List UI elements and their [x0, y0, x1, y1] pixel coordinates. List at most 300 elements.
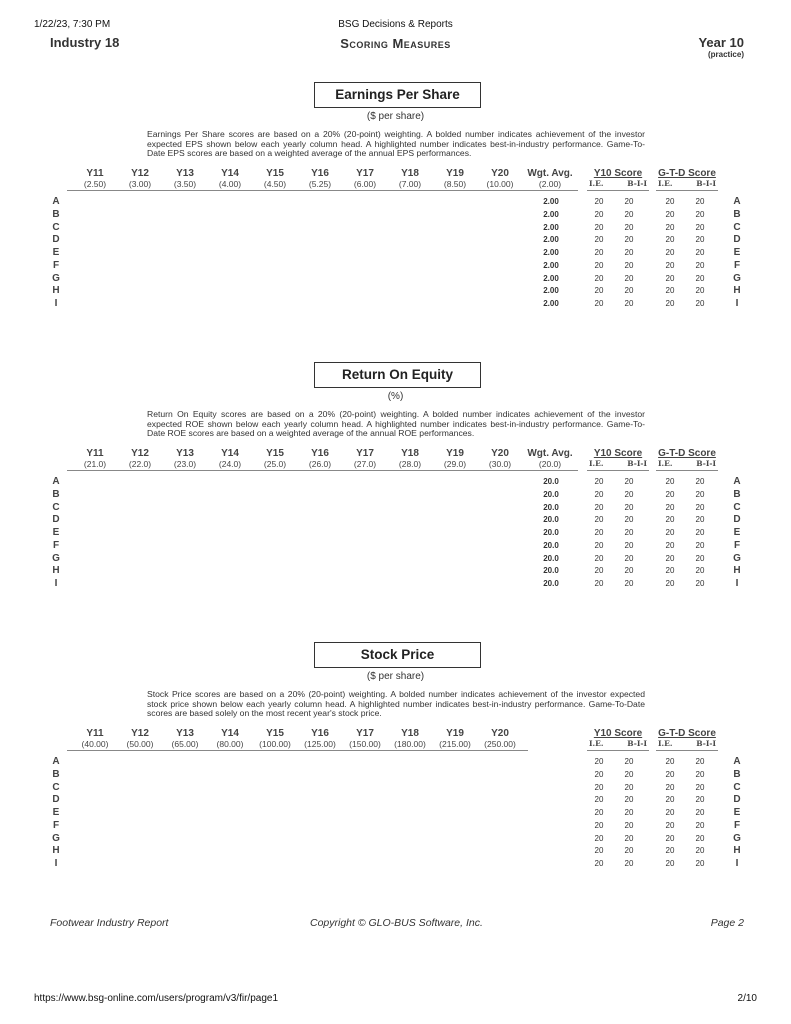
year-column-header	[472, 168, 528, 191]
year-label: Y17	[356, 728, 374, 739]
year-target: (40.00)	[67, 739, 123, 751]
company-letter: I	[735, 578, 739, 589]
score-cell: 20	[695, 769, 705, 779]
score-header-label: Y10 Score	[593, 448, 643, 459]
score-cell: 20	[665, 299, 675, 308]
year-target: (20.0)	[522, 459, 578, 471]
score-cell: 20	[594, 502, 604, 512]
year-target: (30.0)	[472, 459, 528, 471]
year-label: Y14	[221, 728, 239, 739]
score-cell: 20	[594, 859, 604, 868]
section-title: Stock Price	[314, 642, 481, 668]
company-letter: D	[733, 794, 741, 806]
year-label: Y19	[446, 168, 464, 179]
score-cell: 20	[665, 477, 675, 486]
year-label: Y17	[356, 448, 374, 459]
y10-score-header	[587, 728, 649, 751]
year-target: (150.00)	[337, 739, 393, 751]
score-cell: 20	[624, 540, 634, 550]
print-page-count: 2/10	[737, 993, 757, 1004]
score-cell: 20	[665, 757, 675, 766]
year-label: Y12	[131, 168, 149, 179]
score-cell: 20	[594, 260, 604, 270]
company-letters-left	[50, 196, 62, 311]
footer-report-name: Footwear Industry Report	[50, 917, 169, 929]
ie-label: I.E.	[658, 179, 673, 188]
company-letters-right	[731, 476, 743, 591]
score-cell: 2.00	[543, 299, 559, 308]
year-label	[698, 35, 744, 59]
company-letter: H	[52, 565, 60, 577]
score-cell: 20	[695, 235, 705, 245]
score-cell: 20	[695, 515, 705, 525]
section-title: Earnings Per Share	[314, 82, 481, 108]
company-letter: A	[733, 476, 741, 487]
year-target: (250.00)	[472, 739, 528, 751]
score-cell: 20.0	[543, 515, 559, 525]
score-header-label: G-T-D Score	[658, 728, 716, 739]
year-label: Y20	[491, 728, 509, 739]
year-column-header	[522, 168, 578, 191]
score-cell: 20	[624, 299, 634, 308]
scoring-section	[0, 362, 791, 602]
company-letters-right	[731, 196, 743, 311]
year-target: (23.0)	[157, 459, 213, 471]
score-cell: 20	[695, 808, 705, 817]
score-cell: 20	[695, 286, 705, 296]
company-letter: F	[52, 259, 60, 271]
score-header-label: Y10 Score	[593, 168, 643, 179]
ie-label: I.E.	[658, 739, 673, 748]
year-column-header	[472, 728, 528, 751]
score-cell: 20	[695, 757, 705, 766]
section-unit: (%)	[387, 391, 404, 402]
company-letter: I	[735, 298, 739, 309]
year-label: Y13	[176, 448, 194, 459]
score-cell: 20	[594, 820, 604, 830]
company-letter: C	[52, 221, 60, 233]
score-cell: 20	[594, 579, 604, 588]
year-note: (practice)	[707, 50, 744, 59]
score-cell: 20	[695, 782, 705, 792]
company-letter: F	[733, 259, 741, 271]
score-cell: 20	[624, 286, 634, 296]
score-cell: 20	[624, 197, 634, 206]
score-cell: 20	[665, 553, 675, 563]
print-datetime: 1/22/23, 7:30 PM	[34, 19, 111, 30]
section-unit: ($ per share)	[366, 111, 425, 122]
score-cell: 20	[594, 833, 604, 843]
company-letter: F	[733, 539, 741, 551]
y10-score-header	[587, 168, 649, 191]
score-cell: 20	[665, 248, 675, 257]
company-letter: A	[733, 196, 741, 207]
score-cell: 20	[624, 553, 634, 563]
score-cell: 20	[624, 235, 634, 245]
year-label: Y11	[86, 448, 104, 459]
company-letter: H	[52, 845, 60, 857]
score-cell: 20.0	[543, 477, 559, 486]
year-target: (26.0)	[292, 459, 348, 471]
year-target: (100.00)	[247, 739, 303, 751]
company-letter: C	[52, 781, 60, 793]
company-letter: G	[52, 832, 60, 844]
company-letter: E	[52, 807, 60, 818]
section-description: Earnings Per Share scores are based on a 20% (20-point) weighting. A bolded number indicates achievement of the investor expected EPS shown below each yearly column head. A highlighted number indicates best-in-industry performance. Game-To-Date EPS scores are based on a weighted average of the annual EPS performances.	[147, 129, 645, 159]
company-letter: E	[52, 247, 60, 258]
year-column-header	[522, 448, 578, 471]
company-letter: G	[733, 272, 741, 284]
score-cell: 20	[665, 769, 675, 779]
score-cell: 20	[594, 846, 604, 856]
score-cell: 20	[665, 502, 675, 512]
score-cell: 20	[594, 528, 604, 537]
score-cell: 20	[665, 579, 675, 588]
footer-copyright: Copyright © GLO-BUS Software, Inc.	[310, 917, 483, 929]
year-target: (8.50)	[427, 179, 483, 191]
company-letter: I	[54, 578, 58, 589]
score-subheaders	[587, 739, 649, 751]
score-cell: 20	[695, 260, 705, 270]
bii-label: B-I-I	[627, 739, 647, 748]
score-cell: 20	[624, 209, 634, 219]
score-cell: 20	[665, 833, 675, 843]
company-letter: A	[52, 476, 60, 487]
score-cell: 20	[695, 846, 705, 856]
score-cell: 20	[695, 833, 705, 843]
year-target: (80.00)	[202, 739, 258, 751]
year-label: Y15	[266, 448, 284, 459]
gtd-ie-column	[655, 476, 685, 591]
company-letter: G	[733, 832, 741, 844]
score-cell: 20	[624, 808, 634, 817]
score-cell: 20	[594, 808, 604, 817]
score-cell: 20	[624, 579, 634, 588]
year-target: (27.0)	[337, 459, 393, 471]
score-cell: 20	[624, 846, 634, 856]
year-target: (6.00)	[337, 179, 393, 191]
score-cell: 2.00	[543, 235, 559, 245]
score-cell: 20	[695, 248, 705, 257]
score-cell: 20	[594, 489, 604, 499]
year-target: (22.0)	[112, 459, 168, 471]
score-subheaders	[656, 739, 718, 751]
y10-bii-column	[614, 196, 644, 311]
score-subheaders	[587, 459, 649, 471]
year-label: Y18	[401, 728, 419, 739]
score-cell: 20	[695, 273, 705, 283]
year-target: (10.00)	[472, 179, 528, 191]
year-label: Y20	[491, 168, 509, 179]
company-letter: B	[733, 768, 741, 780]
score-cell: 20	[665, 528, 675, 537]
score-cell: 20	[594, 197, 604, 206]
score-cell: 20	[624, 757, 634, 766]
year-label: Y12	[131, 728, 149, 739]
score-cell: 20	[665, 515, 675, 525]
score-cell: 20	[624, 782, 634, 792]
score-cell: 20	[695, 540, 705, 550]
gtd-score-header	[656, 168, 718, 191]
company-letters-right	[731, 756, 743, 871]
score-cell: 20	[695, 489, 705, 499]
score-cell: 20	[695, 209, 705, 219]
score-cell: 20	[695, 859, 705, 868]
score-cell: 20	[665, 782, 675, 792]
score-cell: 20	[624, 502, 634, 512]
company-letter: C	[733, 221, 741, 233]
print-tab-title: BSG Decisions & Reports	[338, 19, 453, 30]
company-letter: E	[733, 247, 741, 258]
company-letter: F	[52, 539, 60, 551]
year-label: Y12	[131, 448, 149, 459]
score-cell: 20	[624, 795, 634, 805]
company-letters-left	[50, 476, 62, 591]
year-value: Year 10	[698, 35, 744, 50]
score-cell: 20	[594, 235, 604, 245]
score-cell: 20	[594, 477, 604, 486]
year-label: Wgt. Avg.	[527, 168, 573, 179]
print-url: https://www.bsg-online.com/users/program/v3/fir/page1	[34, 993, 278, 1004]
score-cell: 2.00	[543, 260, 559, 270]
score-cell: 20	[594, 553, 604, 563]
company-letters-left	[50, 756, 62, 871]
company-letter: E	[52, 527, 60, 538]
year-target: (3.00)	[112, 179, 168, 191]
score-cell: 20.0	[543, 566, 559, 576]
gtd-ie-column	[655, 196, 685, 311]
year-target: (24.0)	[202, 459, 258, 471]
company-letter: C	[733, 781, 741, 793]
score-cell: 20	[624, 859, 634, 868]
score-cell: 20	[665, 235, 675, 245]
company-letter: E	[733, 807, 741, 818]
company-letter: D	[733, 234, 741, 246]
year-target: (3.50)	[157, 179, 213, 191]
bii-label: B-I-I	[696, 739, 716, 748]
y10-bii-column	[614, 756, 644, 871]
score-cell: 20	[624, 489, 634, 499]
score-cell: 20	[665, 566, 675, 576]
company-letter: A	[52, 756, 60, 767]
gtd-bii-column	[685, 196, 715, 311]
company-letter: F	[733, 819, 741, 831]
weighted-average-column	[536, 476, 566, 591]
year-target: (215.00)	[427, 739, 483, 751]
section-unit: ($ per share)	[366, 671, 425, 682]
year-target: (5.25)	[292, 179, 348, 191]
score-cell: 2.00	[543, 197, 559, 206]
score-cell: 20	[624, 260, 634, 270]
year-label: Y18	[401, 448, 419, 459]
company-letter: B	[733, 208, 741, 220]
year-target: (4.50)	[247, 179, 303, 191]
score-cell: 20	[665, 846, 675, 856]
year-target: (29.0)	[427, 459, 483, 471]
company-letter: I	[54, 298, 58, 309]
score-cell: 20	[695, 795, 705, 805]
company-letter: E	[733, 527, 741, 538]
score-cell: 20	[665, 209, 675, 219]
score-cell: 20	[695, 502, 705, 512]
score-cell: 20	[665, 286, 675, 296]
section-description: Stock Price scores are based on a 20% (20-point) weighting. A bolded number indicates achievement of the investor expected stock price shown below each yearly column head. A highlighted number indicates best-in-industry performance. Game-To-Date scores are based solely on the most recent year's stock price.	[147, 689, 645, 719]
score-header-label: Y10 Score	[593, 728, 643, 739]
company-letter: D	[52, 514, 60, 526]
score-cell: 20	[665, 795, 675, 805]
score-cell: 20.0	[543, 489, 559, 499]
industry-label: Industry 18	[50, 35, 120, 50]
year-target: (180.00)	[382, 739, 438, 751]
company-letter: B	[52, 768, 60, 780]
y10-score-header	[587, 448, 649, 471]
score-cell: 20	[594, 222, 604, 232]
bii-label: B-I-I	[627, 179, 647, 188]
company-letter: C	[52, 501, 60, 513]
year-target: (50.00)	[112, 739, 168, 751]
score-cell: 20	[624, 833, 634, 843]
company-letter: D	[52, 794, 60, 806]
footer-page-number: Page 2	[710, 917, 744, 929]
company-letter: G	[52, 272, 60, 284]
gtd-score-header	[656, 728, 718, 751]
score-cell: 20	[695, 197, 705, 206]
score-cell: 20	[695, 477, 705, 486]
year-label: Y13	[176, 168, 194, 179]
ie-label: I.E.	[658, 459, 673, 468]
score-cell: 20	[594, 795, 604, 805]
score-cell: 20	[624, 477, 634, 486]
score-cell: 20.0	[543, 502, 559, 512]
score-cell: 20.0	[543, 528, 559, 537]
year-target: (28.0)	[382, 459, 438, 471]
year-label: Y11	[86, 168, 104, 179]
score-cell: 20	[594, 566, 604, 576]
section-description: Return On Equity scores are based on a 20% (20-point) weighting. A bolded number indicates achievement of the investor expected ROE shown below each yearly column head. A highlighted number indicates best-in-industry performance. Game-To-Date ROE scores are based on a weighted average of the annual ROE performances.	[147, 409, 645, 439]
company-letter: A	[733, 756, 741, 767]
company-letter: A	[52, 196, 60, 207]
company-letter: F	[52, 819, 60, 831]
page-title: Scoring Measures	[340, 36, 451, 51]
company-letter: D	[733, 514, 741, 526]
score-cell: 2.00	[543, 248, 559, 257]
year-label: Y15	[266, 168, 284, 179]
score-cell: 20	[594, 299, 604, 308]
score-cell: 20.0	[543, 553, 559, 563]
score-cell: 20	[695, 222, 705, 232]
company-letter: I	[54, 858, 58, 869]
bii-label: B-I-I	[696, 459, 716, 468]
score-cell: 20	[695, 299, 705, 308]
score-cell: 20	[624, 248, 634, 257]
y10-ie-column	[584, 756, 614, 871]
year-target: (21.0)	[67, 459, 123, 471]
score-cell: 20.0	[543, 579, 559, 588]
score-cell: 20	[624, 528, 634, 537]
gtd-score-header	[656, 448, 718, 471]
year-label: Y18	[401, 168, 419, 179]
company-letter: D	[52, 234, 60, 246]
score-cell: 20.0	[543, 540, 559, 550]
score-cell: 20	[624, 515, 634, 525]
year-target: (125.00)	[292, 739, 348, 751]
year-label: Y11	[86, 728, 104, 739]
ie-label: I.E.	[589, 179, 604, 188]
company-letter: B	[52, 208, 60, 220]
scoring-section	[0, 642, 791, 882]
score-cell: 20	[624, 222, 634, 232]
year-target: (65.00)	[157, 739, 213, 751]
year-label: Y16	[311, 448, 329, 459]
score-cell: 20	[665, 820, 675, 830]
year-label: Y15	[266, 728, 284, 739]
company-letter: B	[733, 488, 741, 500]
year-target: (2.00)	[522, 179, 578, 191]
score-cell: 20	[665, 222, 675, 232]
score-cell: 20	[594, 515, 604, 525]
score-cell: 20	[594, 209, 604, 219]
score-header-label: G-T-D Score	[658, 168, 716, 179]
score-subheaders	[587, 179, 649, 191]
year-label: Y19	[446, 728, 464, 739]
ie-label: I.E.	[589, 459, 604, 468]
year-label: Y16	[311, 168, 329, 179]
y10-ie-column	[584, 476, 614, 591]
weighted-average-column	[536, 196, 566, 311]
year-label: Y19	[446, 448, 464, 459]
score-cell: 2.00	[543, 273, 559, 283]
year-label: Y17	[356, 168, 374, 179]
score-cell: 20	[695, 566, 705, 576]
ie-label: I.E.	[589, 739, 604, 748]
gtd-ie-column	[655, 756, 685, 871]
year-label: Y14	[221, 168, 239, 179]
score-cell: 20	[594, 769, 604, 779]
score-cell: 20	[624, 566, 634, 576]
score-cell: 20	[624, 820, 634, 830]
y10-ie-column	[584, 196, 614, 311]
year-label: Y14	[221, 448, 239, 459]
year-target: (2.50)	[67, 179, 123, 191]
company-letter: H	[733, 565, 741, 577]
score-cell: 20	[624, 769, 634, 779]
score-cell: 20	[594, 286, 604, 296]
year-label: Y13	[176, 728, 194, 739]
score-cell: 2.00	[543, 286, 559, 296]
gtd-bii-column	[685, 476, 715, 591]
score-cell: 20	[695, 820, 705, 830]
score-cell: 20	[665, 489, 675, 499]
gtd-bii-column	[685, 756, 715, 871]
score-cell: 2.00	[543, 222, 559, 232]
score-cell: 20	[594, 782, 604, 792]
company-letter: H	[733, 285, 741, 297]
score-cell: 20	[695, 553, 705, 563]
score-cell: 20	[665, 859, 675, 868]
year-target: (25.0)	[247, 459, 303, 471]
score-cell: 20	[594, 757, 604, 766]
section-title: Return On Equity	[314, 362, 481, 388]
company-letter: G	[52, 552, 60, 564]
year-label: Y16	[311, 728, 329, 739]
score-cell: 20	[665, 197, 675, 206]
bii-label: B-I-I	[696, 179, 716, 188]
score-cell: 2.00	[543, 209, 559, 219]
company-letter: H	[52, 285, 60, 297]
score-cell: 20	[624, 273, 634, 283]
company-letter: G	[733, 552, 741, 564]
year-target: (4.00)	[202, 179, 258, 191]
